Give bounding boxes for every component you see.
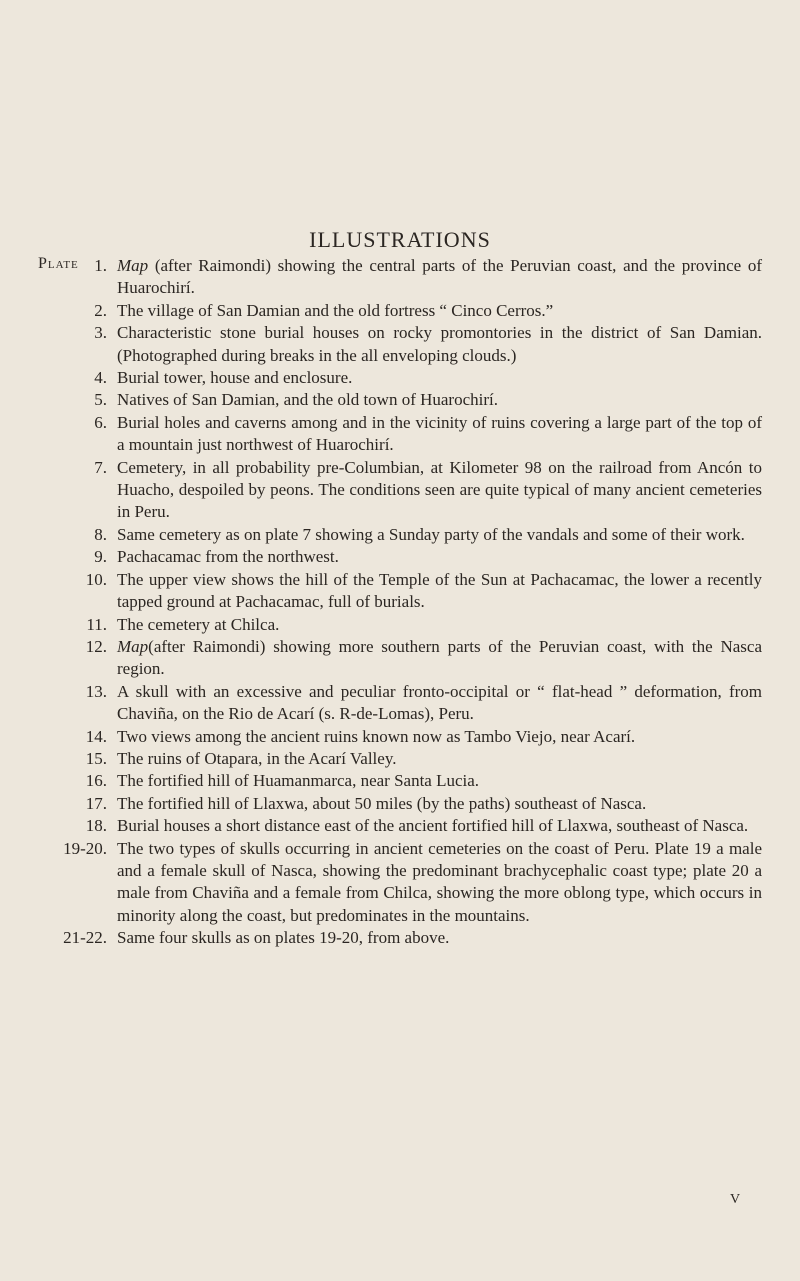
entry-text: The cemetery at Chilca. <box>117 614 280 634</box>
entry-text: (after Raimondi) showing the central parts of the Peruvian coast, and the province of Huarochirí. <box>117 256 762 298</box>
entry-italic-word: Map <box>117 256 149 275</box>
entry-number: 16. <box>85 771 107 791</box>
entry-text: Burial houses a short distance east of the ancient fortified hill of Llaxwa, southeast of Nasca. <box>117 816 749 836</box>
entry-text: Burial holes and caverns among and in the vicinity of ruins covering a large part of the top of a mountain just northwest of Huarochirí. <box>117 412 762 455</box>
entry-number: 7. <box>94 457 107 477</box>
entry-text: Cemetery, in all probability pre-Columbian, at Kilometer 98 on the railroad from Ancón to Huacho, despoiled by peons. The conditions seen are quite typical of many ancient cemeteries in Peru. <box>117 457 762 522</box>
entry-text: Characteristic stone burial houses on rocky promontories in the district of San Damian. (Photographed during breaks in the all enveloping clouds.) <box>117 323 762 365</box>
list-item <box>72 389 762 411</box>
entry-number: 9. <box>94 547 107 567</box>
list-item <box>63 838 762 928</box>
entry-text: The fortified hill of Llaxwa, about 50 miles (by the paths) southeast of Nasca. <box>117 793 647 813</box>
entry-text: (after Raimondi) showing more southern parts of the Peruvian coast, with the Nasca region. <box>117 636 762 679</box>
plate-label: Plate <box>38 255 79 272</box>
list-item <box>72 636 762 681</box>
list-item <box>72 412 762 457</box>
entry-text: The fortified hill of Huamanmarca, near Santa Lucia. <box>117 771 480 791</box>
list-item <box>72 322 762 367</box>
list-item <box>63 927 762 949</box>
list-item <box>72 524 762 546</box>
entry-number: 3. <box>94 323 107 343</box>
list-item <box>72 793 762 815</box>
list-item <box>72 255 762 300</box>
entry-number: 21-22. <box>63 928 107 948</box>
list-item <box>72 748 762 770</box>
entry-number: 17. <box>85 793 107 813</box>
list-item <box>72 815 762 837</box>
list-item <box>72 770 762 792</box>
entry-number: 8. <box>94 524 107 544</box>
entry-number: 1. <box>94 256 107 275</box>
entry-number: 10. <box>85 569 107 589</box>
entry-text: The upper view shows the hill of the Temple of the Sun at Pachacamac, the lower a recently tapped ground at Pachacamac, full of burials. <box>117 569 762 612</box>
entry-number: 13. <box>85 681 107 701</box>
list-item <box>72 681 762 726</box>
entry-number: 6. <box>94 412 107 432</box>
entry-number: 5. <box>94 390 107 410</box>
page-number: V <box>730 1192 741 1207</box>
page-heading: ILLUSTRATIONS <box>309 227 491 252</box>
entry-number: 2. <box>94 300 107 320</box>
entry-text: The village of San Damian and the old fortress “ Cinco Cerros.” <box>117 300 554 320</box>
entry-text: The two types of skulls occurring in ancient cemeteries on the coast of Peru. Plate 19 a male and a female skull of Nasca, showing the predominant brachycephalic coast type; plate 20 a male from Chaviña and a female from Chilca, showing the more oblong type, which occurs in minority along the coast, but predominates in the mountains. <box>117 838 762 925</box>
entry-number: 11. <box>86 614 107 634</box>
list-item <box>72 569 762 614</box>
entry-number: 14. <box>85 726 107 746</box>
list-item <box>72 546 762 568</box>
entry-number: 18. <box>85 816 107 836</box>
entry-text: Natives of San Damian, and the old town of Huarochirí. <box>117 390 498 410</box>
entry-text: The ruins of Otapara, in the Acarí Valley. <box>117 748 397 768</box>
list-item <box>72 300 762 322</box>
list-item <box>72 614 762 636</box>
entry-italic-word: Map <box>117 636 149 656</box>
entry-number: 4. <box>94 368 107 388</box>
list-item <box>72 726 762 748</box>
list-item <box>72 457 762 524</box>
entry-number: 19-20. <box>63 838 107 858</box>
illustrations-list <box>63 255 762 950</box>
entry-number: 15. <box>85 748 107 768</box>
entry-text: Pachacamac from the northwest. <box>117 547 339 567</box>
entry-text: A skull with an excessive and peculiar fronto-occipital or “ flat-head ” deformation, from Chaviña, on the Rio de Acarí (s. R-de-Lomas), Peru. <box>117 681 762 724</box>
list-item <box>72 367 762 389</box>
entry-text: Two views among the ancient ruins known now as Tambo Viejo, near Acarí. <box>117 726 636 746</box>
entry-number: 12. <box>85 636 107 656</box>
entry-text: Same four skulls as on plates 19-20, from above. <box>117 928 450 948</box>
entry-text: Burial tower, house and enclosure. <box>117 368 353 388</box>
entry-text: Same cemetery as on plate 7 showing a Sunday party of the vandals and some of their work. <box>117 524 745 544</box>
